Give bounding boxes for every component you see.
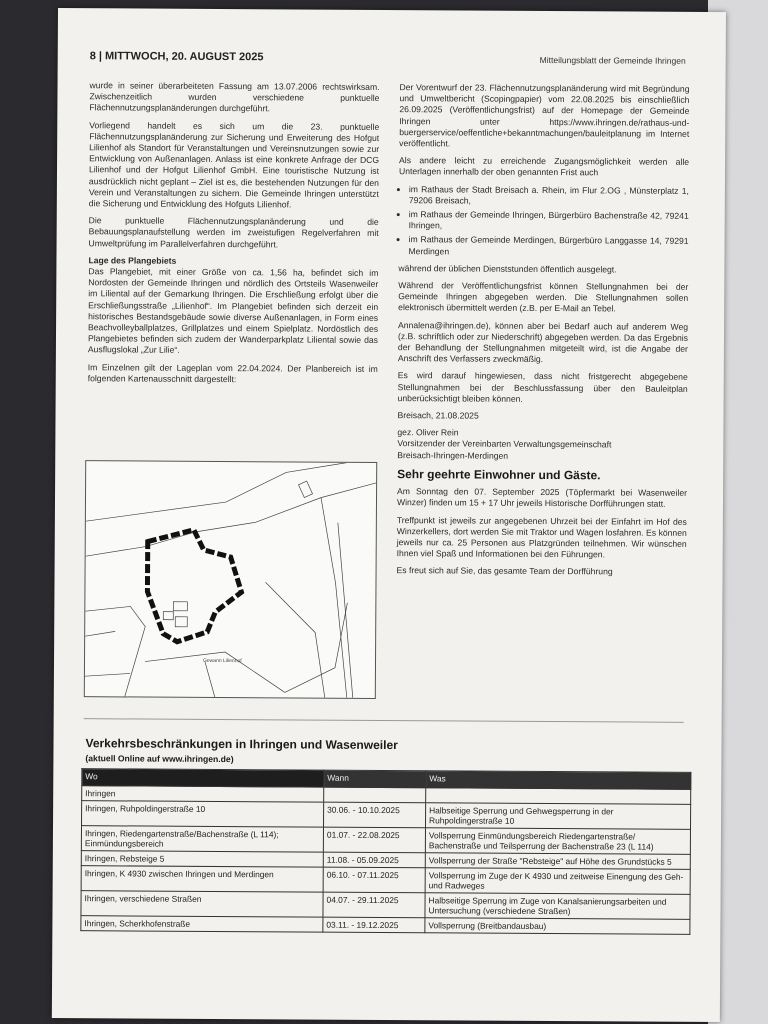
paragraph: während der üblichen Dienststunden öffentlich ausgelegt. <box>398 262 617 275</box>
table-title: Verkehrsbeschränkungen in Ihringen und Wasenweiler <box>85 736 398 753</box>
table-row <box>81 916 690 935</box>
table-cell: Vollsperrung im Zuge der K 4930 und zeitweise Einengung des Geh- und Radweges <box>425 868 690 895</box>
page-header <box>90 50 686 70</box>
paragraph: Im Einzelnen gilt der Lageplan vom 22.04.2024. Der Planbereich ist im folgenden Kartenausschnitt dargestellt: <box>87 361 378 384</box>
paragraph: Als andere leicht zu erreichende Zugangsmöglichkeit werden alle Unterlagen innerhalb der oben genannten Frist auch <box>398 155 690 178</box>
table-cell: Vollsperrung der Straße "Rebsteige" auf Höhe des Grundstücks 5 <box>425 853 690 870</box>
table-cell: 30.06. - 10.10.2025 <box>324 802 426 828</box>
newspaper-page <box>52 8 726 1022</box>
traffic-restrictions-table <box>80 768 691 935</box>
table-cell: 01.07. - 22.08.2025 <box>323 827 425 853</box>
paragraph: Das Plangebiet, mit einer Größe von ca. 1,56 ha, befindet sich im Nordosten der Gemeinde Ihringen und nördlich des Ortsteils Wasenweiler im Liliental auf der Gemarkung Ihringen. Die Erschließung erfolgt über die Erschließungsstraße „Lilienhof“. Im Plangebiet befinden sich derzeit ein historisches Bestandsgebäude sowie diverse Außenanlagen, in Form eines Beachvolleyballplatzes, Grillplatzes und einem Spielplatz. Nordöstlich des Plangebietes befinden sich zudem der Wanderparkplatz Liliental sowie das Ausflugslokal „Zur Lilie“. <box>87 266 379 356</box>
signature-name: gez. Oliver Rein <box>397 427 459 438</box>
table-cell: Halbseitige Sperrung im Zuge von Kanalsanierungsarbeiten und Untersuchung (verschiedene Straßen) <box>425 893 690 920</box>
list-item: • im Rathaus der Gemeinde Ihringen, Bürgerbüro Bachenstraße 42, 79241 Ihringen, <box>409 209 689 233</box>
table-cell: Ihringen, Scherkhofenstraße <box>81 916 323 932</box>
table-row <box>81 866 690 895</box>
table-cell: Ihringen, Riedengartenstraße/Bachenstraße (L 114); Einmündungsbereich <box>81 826 323 852</box>
table-cell: 11.08. - 05.09.2025 <box>323 852 425 868</box>
paragraph: Vorliegend handelt es sich um die 23. punktuelle Flächennutzungsplanänderung zur Sicherung und Erweiterung des Hofgut Lilienhof als Standort für Veranstaltungen und Vereinsnutzungen sowie zur Entwicklung von Außenanlagen. Anlass ist eine konkrete Anfrage der DCG Lilienhof und der Hofgut Lilienhof GmbH. Eine touristische Nutzung ist ausdrücklich nicht geplant – Ziel ist es, die bestehenden Nutzungen für den Verein und Veranstaltungen zu sichern. Die Gemeinde Ihringen unterstützt die Sicherung und Entwicklung des Hofguts Lilienhof. <box>88 119 380 210</box>
table-cell: Ihringen, K 4930 zwischen Ihringen und Merdingen <box>81 866 323 892</box>
left-column <box>88 80 380 392</box>
paragraph: Es freut sich auf Sie, das gesamte Team der Dorfführung <box>396 565 613 577</box>
paragraph: Treffpunkt ist jeweils zur angegebenen Uhrzeit bei der Einfahrt im Hof des Winzerkellers, dort werden Sie mit Traktor und Wagen losfahren. Es können jeweils nur ca. 25 Personen aus Platzgründen teilnehmen. Wir wünschen Ihnen viel Spaß und Informationen bei den Führungen. <box>396 514 687 560</box>
section-heading: Sehr geehrte Einwohner und Gäste. <box>397 466 601 483</box>
section-divider <box>84 718 684 723</box>
paragraph: wurde in seiner überarbeiteten Fassung am 13.07.2006 rechtswirksam. Zwischenzeitlich wurden verschiedene punktuelle Flächennutzungsplanänderungen durchgeführt. <box>89 80 380 114</box>
paragraph: Die punktuelle Flächennutzungsplanänderung und die Bebauungsplanaufstellung werden im zweistufigen Regelverfahren mit Umweltprüfung im Parallelverfahren durchgeführt. <box>88 215 379 249</box>
paragraph: Es wird darauf hingewiesen, dass nicht fristgerecht abgegebene Stellungnahmen bei der Beschlussfassung über den Bauleitplan unberücksichtigt bleiben können. <box>397 370 688 404</box>
paragraph: Am Sonntag den 07. September 2025 (Töpfermarkt bei Wasenweiler Winzer) finden um 15 + 17 Uhr jeweils Historische Dorfführungen statt. <box>396 486 688 510</box>
table-row <box>82 801 691 830</box>
column-header-wann: Wann <box>324 770 426 788</box>
table-cell: Vollsperrung Einmündungsbereich Riedengartenstraße/ Bachenstraße und Teilsperrung der Bachenstraße 23 (L 114) <box>425 828 690 855</box>
table-row <box>81 891 690 920</box>
table-cell: Vollsperrung (Breitbandausbau) <box>425 918 690 935</box>
table-cell: 04.07. - 29.11.2025 <box>323 892 425 918</box>
table-cell: 03.11. - 19.12.2025 <box>323 917 425 933</box>
publication-title: Mitteilungsblatt der Gemeinde Ihringen <box>539 54 686 66</box>
table-cell: Ihringen, Rebsteige 5 <box>81 851 323 867</box>
table-subtitle: (aktuell Online auf www.ihringen.de) <box>85 753 234 765</box>
right-column <box>396 82 689 584</box>
list-item: • im Rathaus der Stadt Breisach a. Rhein, im Flur 2.OG , Münsterplatz 1, 79206 Breisach, <box>409 184 689 208</box>
page-date: 8 | MITTWOCH, 20. AUGUST 2025 <box>89 50 264 64</box>
section-heading: Lage des Plangebiets <box>88 255 177 266</box>
places-list <box>398 184 688 259</box>
table-cell: Ihringen <box>82 786 324 802</box>
paragraph: Während der Veröffentlichungsfrist können Stellungnahmen bei der Gemeinde Ihringen abgegeben werden. Die Stellungnahmen sollen elektronisch übermittelt werden (z.B. per E-Mail an Tebel. <box>398 280 689 314</box>
paragraph: Der Vorentwurf der 23. Flächennutzungsplanänderung wird mit Begründung und Umweltbericht (Scopingpapier) vom 22.08.2025 bis einschließlich 26.09.2025 (Veröffentlichungsfrist) auf der Homepage der Gemeinde Ihringen unter https://www.ihringen.de/rathaus-und-buergerservice/oeffentliche+bekanntmachungen/bauleitplanung im Internet veröffentlicht. <box>399 82 690 149</box>
map-label: Gewann Lilienhof <box>202 657 242 665</box>
signature-title: Vorsitzender der Vereinbarten Verwaltungsgemeinschaft <box>397 438 612 450</box>
table-cell: Ihringen, Ruhpoldingerstraße 10 <box>82 801 324 827</box>
signature-date: Breisach, 21.08.2025 <box>397 410 479 421</box>
table-cell: 06.10. - 07.11.2025 <box>323 867 425 893</box>
map-drawing <box>85 461 376 698</box>
table-row <box>81 826 690 855</box>
column-header-wo: Wo <box>82 769 324 787</box>
site-map <box>84 460 377 699</box>
signature-org: Breisach-Ihringen-Merdingen <box>397 449 509 461</box>
paragraph: Annalena@ihringen.de), können aber bei Bedarf auch auf anderem Weg (z.B. schriftlich oder zur Niederschrift) abgegeben werden. Da das Ergebnis der Behandlung der Stellungnahmen mitgeteilt wird, ist die Angabe der Anschrift des Verfassers zweckmäßig. <box>397 319 689 365</box>
table-cell: Halbseitige Sperrung und Gehwegsperrung in der Ruhpoldingerstraße 10 <box>425 803 690 830</box>
column-header-was: Was <box>426 771 691 790</box>
list-item: • im Rathaus der Gemeinde Merdingen, Bürgerbüro Langgasse 14, 79291 Merdingen <box>408 235 688 259</box>
table-cell: Ihringen, verschiedene Straßen <box>81 891 323 917</box>
